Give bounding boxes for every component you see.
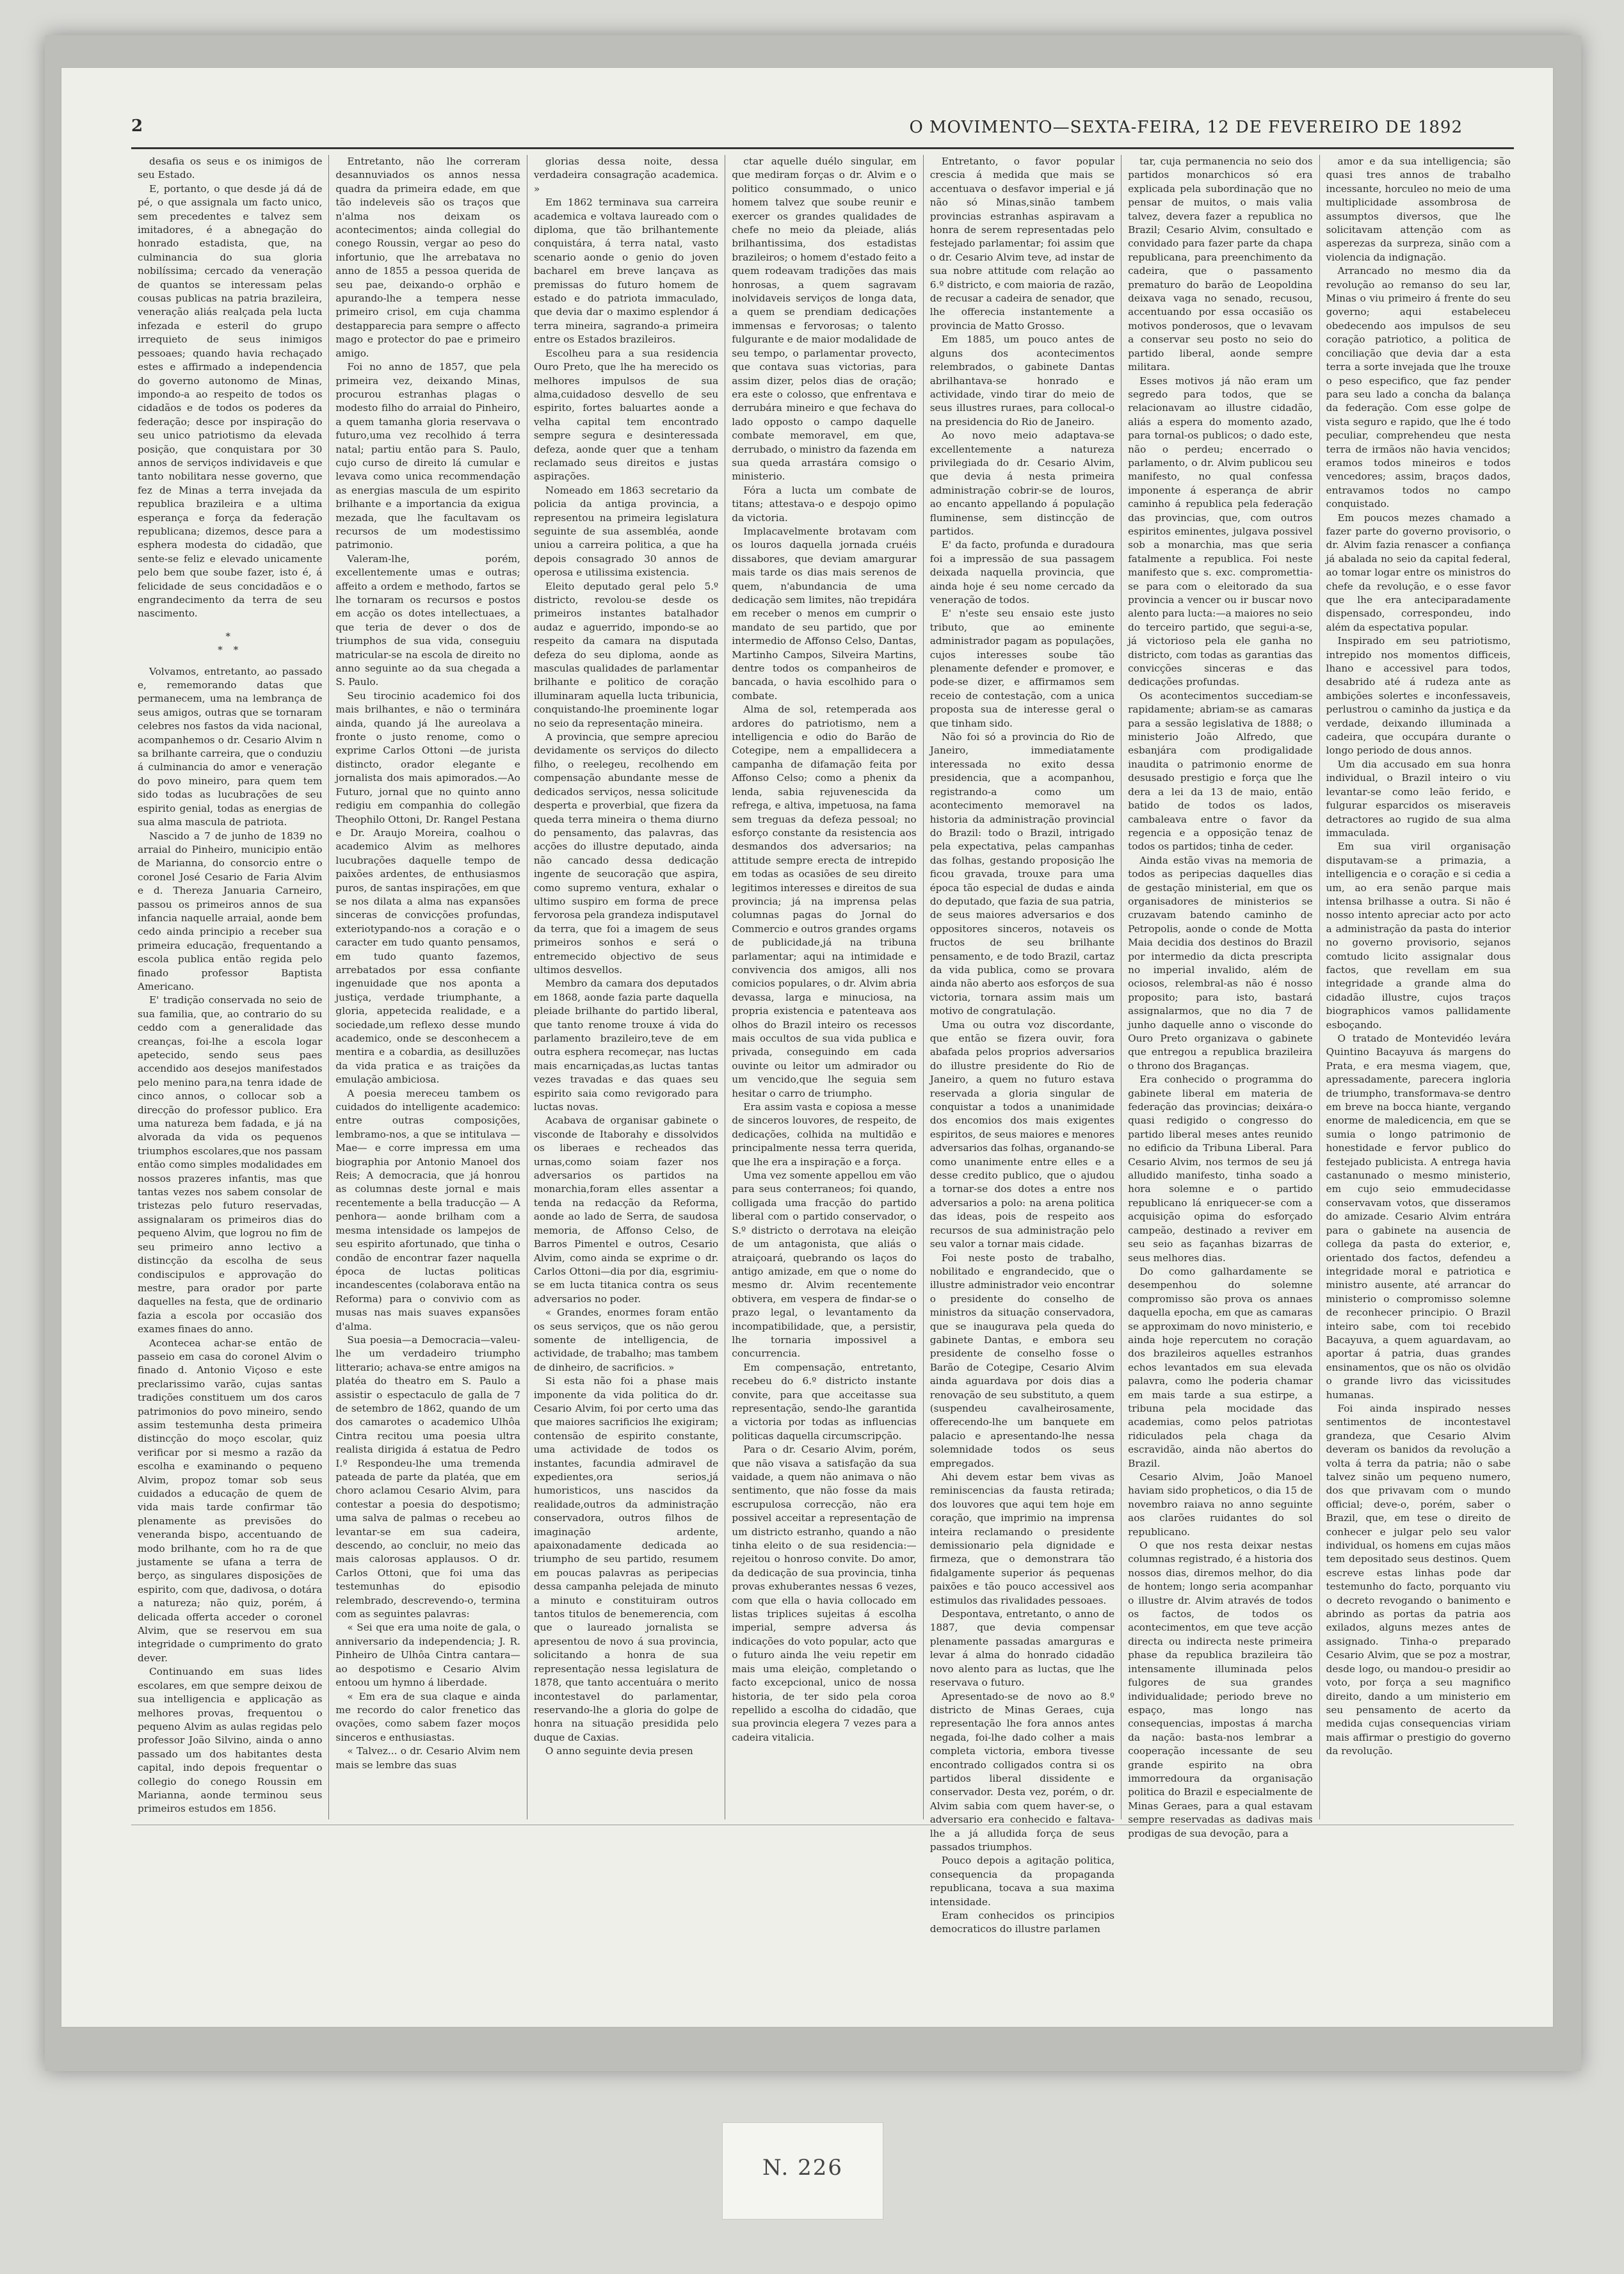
paragraph: Esses motivos já não eram um segredo para todos, que se relacionavam ao illustre cidadão, aliás a espera do momento azado, para tornal-os publicos; o dado este, não o perdeu; encerrado o parlamento, o dr. Alvim publicou seu manifesto, no qual confessa imponente á esperança de abrir caminho á republica pela federação das provincias, que, com outros espiritos eminentes, julgava possivel sob a monarchia, mas que seria fatalmente a republica. Foi neste manifesto que s. exc. compromettia-se para com o eleitorado da sua provincia a vencer ou ir buscar novo alento para lucta:—a maiores no seio do terceiro partido, que segui-a-se, já victorioso pela ele ganha no districto, com todas as garantias das convicções sinceras e das dedicações profundas.	[1128, 375, 1313, 688]
paragraph: Escolheu para a sua residencia Ouro Preto, que lhe ha merecido os melhores impulsos de sua alma,cuidadoso desvello de seu espirito, fortes baluartes aonde a velha capital tem encontrado sempre segura e desinteressada defeza, aonde quer que a tenham reclamado seus direitos e justas aspirações.	[533, 347, 719, 483]
paragraph: Em poucos mezes chamado a fazer parte do governo provisorio, o dr. Alvim fazia renascer a confiança já abalada no seio da capital federal, ao tomar logar entre os ministros do chefe da revolução, e o esse favor que lhe era anteciparadamente dispensado, correspondeu, indo além da espectativa popular.	[1326, 512, 1511, 633]
paragraph: A provincia, que sempre apreciou devidamente os serviços do dilecto filho, o reelegeu, recolhendo em compensação abundante messe de dedicados serviços, nessa solicitude desperta e proverbial, que fizera da queda terra mineira o thema diurno do pensamento, das palavras, das acções do illustre deputado, ainda não cancado dessa dedicação ingente de seucoração que aspira, como supremo ventura, exhalar o ultimo suspiro em forma de prece fervorosa pela grandeza indisputavel da terra, que foi a imagem de seus primeiros sonhos e será o entremecido objectivo de seus ultimos desvellos.	[533, 731, 719, 976]
column-1	[131, 155, 328, 1819]
column-6	[1121, 155, 1319, 1839]
paragraph: E' da facto, profunda e duradoura foi a impressão de sua passagem deixada naquella provincia, que ainda hoje é seu nome cercado da veneração de todos.	[929, 539, 1115, 606]
paragraph: Fóra a lucta um combate de titans; attestava-o e despojo opimo da victoria.	[732, 484, 917, 524]
paragraph: O tratado de Montevidéo levára Quintino Bacayuva ás margens do Prata, e era mesma viagem, que, apressadamente, parecera ingloria de triumpho, transformava-se dentro em breve na bocca hiante, vergando enorme de maledicencia, em que se sumia o longo patrimonio de honestidade e fervor publico do festejado publicista. A entrega havia castanunado o mesmo ministerio, em cujo seio emmudecidasse conservavam votos, que disseramos do amizade. Cesario Alvim entrára para o gabinete na ausencia de collega da pasta do exterior, e, orientado dos factos, defendeu a integridade moral e patriotica e ministro ausente, até arrancar do ministerio o compromisso solemne de reconhecer principio. O Brazil inteiro sabe, com toi recebido Bacayuva, a quem aguardavam, ao aportar á patria, duas grandes ensinamentos, que os não os olvidão o grande livro das vicissitudes humanas.	[1326, 1033, 1511, 1401]
paragraph: Volvamos, entretanto, ao passado e, rememorando datas que permanecem, uma na lembrança de seus amigos, outras que se tornaram celebres nos fastos da vida nacional, acompanhemos o dr. Cesario Alvim n sa brilhante carreira, que o conduziu á culminancia do amor e veneração do povo mineiro, para quem tem sido todas as lucubrações de seu espirito genial, todas as energias de sua alma mascula de patriota.	[138, 665, 323, 828]
paragraph: A poesia mereceu tambem os cuidados do intelligente academico: entre outras composições, lembramo-nos, a que se intitulava —Mae— e corre impressa em uma biographia por Antonio Manoel dos Reis; A democracia, que já honrou as columnas deste jornal e mais recentemente a bella traducção — A penhora— aonde brilham com a mesma intensidade os lampejos de seu espirito afortunado, que tinha o condão de encontrar fazer naquella época de luctas politicas incandescentes (colaborava então na Reforma) para o convivio com as musas nas mais suaves expansões d'alma.	[335, 1087, 520, 1332]
archive-label-number: N. 226	[762, 2155, 844, 2181]
paragraph: tar, cuja permanencia no seio dos partidos monarchicos só era explicada pela subordinação que no pensar de muitos, o mais valia talvez, devera fazer a republica no Brazil; Cesario Alvim, consultado e convidado para fazer parte da chapa republicana, para preenchimento da cadeira, que o passamento prematuro do barão de Leopoldina deixava vaga no senado, recusou, accentuando por essa occasião os motivos ponderosos, que o levavam a conservar seu posto no seio do partido liberal, aonde sempre militara.	[1128, 156, 1313, 373]
column-7	[1319, 155, 1517, 1819]
paragraph: E' tradição conservada no seio de sua familia, que, ao contrario do su ceddo com a generalidade das creanças, foi-lhe a escola logar apetecido, sendo seus paes accendido aos desejos manifestados pelo menino para,na tenra idade de cinco annos, o collocar sob a direcção do professor publico. Era uma natureza bem fadada, e já na alvorada da vida os pequenos triumphos escolares,que nos passam então como simples modalidades em nossos prazeres infantis, mas que tantas vezes nos sabem consolar de tristezas pelo futuro reservadas, assignalaram os primeiros dias do pequeno Alvim, que logrou no fim de seu primeiro anno lectivo a distincção da escolha de seus condiscipulos e approvação do mestre, para orador por parte daquelles na festa, que de ordinario fazia a escola por occasião dos exames finaes do anno.	[138, 994, 323, 1335]
paragraph: Entretanto, não lhe correram desannuviados os annos nessa quadra da primeira edade, em que tão indeleveis são os traços que n'alma nos deixam os acontecimentos; ainda collegial do conego Roussin, vergar ao peso do infortunio, que lhe arrebatava no anno de 1855 a pessoa querida de seu pae, deixando-o orphão e apurando-lhe a tempera nesse primeiro crisol, em cuja chamma destapparecia para sempre o affecto mago e protector do pae e primeiro amigo.	[335, 156, 520, 359]
paragraph: Uma vez somente appellou em vão para seus conterraneos; foi quando, colligada uma fracção do partido liberal com o partido conservador, o S.º districto o derrotava na eleição de um antagonista, que aliás o atraiçoará, quebrando os laços do antigo amizade, em que o nome do mesmo dr. Alvim recentemente obtivera, em vespera de findar-se o prazo legal, o levantamento da incompatibilidade, que, a persistir, lhe tornaria impossivel a concurrencia.	[732, 1170, 917, 1360]
paragraph: Eram conhecidos os principios democraticos do illustre parlamen	[929, 1910, 1115, 1935]
paragraph: Um dia accusado em sua honra individual, o Brazil inteiro o viu levantar-se como leão ferido, e fulgurar esparcidos os miseraveis detractores ao rugido de sua alma immaculada.	[1326, 758, 1511, 839]
paragraph: Entretanto, o favor popular crescia á medida que mais se accentuava o desfavor imperial e já não só Minas,sinão tambem provincias estranhas aspiravam a honra de serem representadas pelo festejado parlamentar; foi assim que o dr. Cesario Alvim teve, ad instar de sua nobre attitude com relação ao 6.º districto, e com maioria de razão, de recusar a cadeira de senador, que lhe offerecia instantemente a provincia de Matto Grosso.	[929, 156, 1115, 332]
paragraph: amor e da sua intelligencia; são quasi tres annos de trabalho incessante, horculeo no meio de uma multiplicidade assombrosa de assumptos diversos, que lhe solicitavam attenção com as asperezas da surpreza, sinão com a violencia da indignação.	[1326, 156, 1511, 263]
paragraph: Eleito deputado geral pelo 5.º districto, revolou-se desde os primeiros instantes batalhador audaz e aguerrido, impondo-se ao respeito da camara na disputada defeza do seu diploma, aonde as masculas qualidades de parlamentar brilhante e politico de coração illuminaram aquella lucta tribunicia, conquistando-lhe proeminente logar no seio da representação mineira.	[533, 580, 719, 729]
paragraph: Implacavelmente brotavam com os louros daquella jornada cruéis dissabores, que deviam amargurar mais tarde os dias mais serenos de quem, n'abundancia de uma dedicação sem limites, não trepidára em receber o menos em cumprir o mandato de seu partido, que por intermedio de Affonso Celso, Dantas, Martinho Campos, Silveira Martins, dentre todos os companheiros de bancada, o havia escolhido para o combate.	[732, 525, 917, 702]
paragraph: Ahi devem estar bem vivas as reminiscencias da fausta retirada; dos louvores que aqui tem hoje em coração, que imprimio na imprensa inteira reclamando o presidente demissionario pela dignidade e firmeza, que o demonstrara tão fidalgamente superior ás pequenas paixões e tão pouco accessivel aos estimulos das rivalidades pessoaes.	[929, 1471, 1115, 1606]
paragraph: Seu tirocinio academico foi dos mais brilhantes, e não o terminára ainda, quando já lhe aureolava a fronte o justo renome, como o exprime Carlos Ottoni —de jurista distincto, orador elegante e jornalista dos mais apimorados.—Ao Futuro, jornal que no quinto anno redigiu em companhia do collegão Theophilo Ottoni, Dr. Rangel Pestana e Dr. Araujo Moreira, coalhou o academico Alvim as melhores lucubrações daquelle tempo de paixões ardentes, de enthusiasmos puros, de santas inspirações, em que se nos dilata a alma nas expansões sinceras de convicções profundas, exteriotypando-nos a coração e o caracter em tudo quanto pensamos, em tudo quanto fazemos, arrebatados por essa confiante ingenuidade que nos aponta a justiça, verdade triumphante, a gloria, appetecida realidade, e a sociedade,um reflexo desse mundo academico, onde se desconhecem a mentira e a cobardia, as desilluzões da vida pratica e as traições da emulação ambiciosa.	[335, 689, 520, 1086]
paragraph: ctar aquelle duélo singular, em que mediram forças o dr. Alvim e o politico consummado, o unico homem talvez que soube reunir e exercer os grandes qualidades de chefe no meio da pleiade, aliás brilhantissima, dos estadistas brazileiros; o homem d'estado feito a quem rodeavam tradições das mais honrosas, a quem sagravam inolvidaveis serviços de longa data, a quem se prendiam dedicações immensas e fervorosas; o talento fulgurante e de maior modalidade de seu tempo, o parlamentar provecto, que contava suas victorias, para assim dizer, pelos dias de oração; era este o colosso, que enfrentava e derrubára mineiro e que fechava do lado opposto o campo daquelle combate memoravel, em que, derrubado, o ministro da fazenda em sua queda arrastára comsigo o ministerio.	[732, 156, 917, 483]
paragraph: Para o dr. Cesario Alvim, porém, que não visava a satisfação da sua vaidade, a quem não animava o não sentimento, que não fosse da mais escrupulosa correcção, não era possivel acceitar a representação de um districto estranho, quando a não tinha eleito o de sua residencia:—rejeitou o honroso convite. Do amor, da dedicação de sua provincia, tinha provas exhuberantes nessas 6 vezes, com que ella o havia collocado em listas triplices sujeitas á escolha imperial, sempre adversa ás indicações do voto popular, acto que o futuro ainda lhe veiu repetir em mais uma eleição, completando o facto excepcional, unico de nossa historia, de ter sido pela coroa repellido a escolha do cidadão, que sua provincia elegera 7 vezes para a cadeira vitalicia.	[732, 1444, 917, 1743]
column-3	[527, 155, 725, 1819]
paragraph: Nascido a 7 de junho de 1839 no arraial do Pinheiro, municipio então de Marianna, do consorcio entre o coronel José Cesario de Faria Alvim e d. Thereza Januaria Carneiro, passou os primeiros annos de sua infancia naquelle arraial, aonde bem cedo ainda principio a receber sua primeira educação, frequentando a escola publica então regida pelo finado professor Baptista Americano.	[138, 830, 323, 992]
paragraph: E, portanto, o que desde já dá de pé, o que assignala um facto unico, sem precedentes e talvez sem imitadores, é a abnegação do honrado estadista, que, na culminancia do sua gloria nobilíssima; cercado da veneração de quantos se interessam pelas cousas publicas na patria brazileira, veneração aliás realçada pela lucta infezada e esteril do grupo irrequieto de seus inimigos pessoaes; quando havia rechaçado estes e affirmado a independencia do governo autonomo de Minas, impondo-a ao respeito de todos os cidadãos e de todos os poderes da federação; desce por inspiração do seu unico patriotismo da elevada posição, que conquistara por 30 annos de serviços individaveis e que tanto nobilitara nesse governo, que fez de Minas a terra invejada da republica brazileira e a ultima esperança e força da federação republicana; dizemos, desce para a esphera modesta do cidadão, que sente-se feliz e elevado unicamente pelo bem que soube fazer, isto é, á felicidade de seus concidadãos e o engrandecimento da terra de seu nascimento.	[138, 182, 323, 620]
paragraph: Acabava de organisar gabinete o visconde de Itaborahy e dissolvidos os liberaes e recheados das urnas,como soiam fazer nos adversarios os partidos na monarchia,foram elles assentar a tenda na redacção da Reforma, aonde ao lado de Serra, de saudosa memoria, de Affonso Celso, de Barros Pimentel e outros, Cesario Alvim, como ainda se exprime o dr. Carlos Ottoni—dia por dia, esgrimiu-se em lucta titanica contra os seus adversarios no poder.	[533, 1115, 719, 1305]
masthead: O MOVIMENTO—SEXTA-FEIRA, 12 DE FEVEREIRO DE 1892	[909, 118, 1463, 137]
paragraph: Despontava, entretanto, o anno de 1887, que devia compensar plenamente passadas amarguras e levar á alma do honrado cidadão novo alento para as luctas, que lhe reservava o futuro.	[929, 1608, 1115, 1689]
paragraph: Ainda estão vivas na memoria de todos as peripecias daquelles dias de gestação ministerial, em que os organisadores de ministerios se cruzavam batendo caminho de Petropolis, aonde o conde de Motta Maia decidia dos destinos do Brazil por intermedio da dicta prescripta no imperial invalido, além de ociosos, relembral-as não é nosso proposito; para isto, bastará assignalarmos, que no dia 7 de junho daquelle anno o visconde do Ouro Preto organizava o gabinete que entregou a republica brazileira o throno dos Braganças.	[1128, 854, 1313, 1072]
paragraph: O que nos resta deixar nestas columnas registrado, é a historia dos nossos dias, diremos melhor, do dia de hontem; longo seria acompanhar o illustre dr. Alvim através de todos os factos, de todos os acontecimentos, em que teve acção directa ou indirecta neste primeira phase da republica brazileira tão intensamente illuminada pelos fulgores de sua grandes individualidade; periodo breve no espaço, mas longo nas consequencias, impostas á marcha da nação: basta-nos lembrar a cooperação incessante de seu grande espirito na obra immorredoura da organisação politica do Brazil e especialmente de Minas Geraes, para a qual estavam sempre reservadas as dadivas mais prodigas de sua devoção, para a	[1128, 1540, 1313, 1839]
archive-label	[722, 2122, 883, 2220]
paragraph: « Grandes, enormes foram então os seus serviços, que os não gerou somente de intelligencia, de actividade, de trabalho; mas tambem de dinheiro, de sacrificios. »	[533, 1307, 719, 1373]
column-4	[725, 155, 922, 1819]
paragraph: Em compensação, entretanto, recebeu do 6.º districto instante convite, para que acceitasse sua representação, sendo-lhe garantida a victoria por todas as influencias politicas daquella circumscripção.	[732, 1361, 917, 1442]
column-5	[923, 155, 1121, 1935]
paragraph: Continuando em suas lides escolares, em que sempre deixou de sua intelligencia e applicação as melhores provas, frequentou o pequeno Alvim as aulas regidas pelo professor João Silvino, ainda o anno passado um dos habitantes desta capital, indo depois frequentar o collegio do conego Roussin em Marianna, aonde terminou seus primeiros estudos em 1856.	[138, 1666, 323, 1815]
paragraph: Era conhecido o programma do gabinete liberal em materia de federação das provincias; deixára-o quasi redigido o congresso do partido liberal meses antes reunido no edificio da Tribuna Liberal. Para Cesario Alvim, nos termos de seu já alludido manifesto, tinha soado a hora solemne e o partido republicano lá enriquecer-se com a acquisição opima do esforçado campeão, destinado a reviver em seu seio as façanhas bizarras de seus melhores dias.	[1128, 1074, 1313, 1264]
paragraph: E' n'este seu ensaio este justo tributo, que ao eminente administrador pagam as populações, cujos interesses soube tão plenamente defender e promover, e pode-se dizer, e affirmamos sem receio de contestação, com a unica proposta sua de interesse geral o que tinham sido.	[929, 608, 1115, 729]
paragraph: Foi neste posto de trabalho, nobilitado e engrandecido, que o illustre administrador veio encontrar o presidente do conselho de ministros da situação conservadora, que se inaugurava pela queda do gabinete Dantas, e embora seu presidente de conselho fosse o Barão de Cotegipe, Cesario Alvim ainda aguardava por dois dias a renovação de seu substituto, a quem (suspendeu cavalheirosamente, offerecendo-lhe um banquete em palacio e apresentando-lhe nessa solemnidade todos os seus empregados.	[929, 1252, 1115, 1469]
article-columns	[131, 155, 1517, 1935]
paragraph: glorias dessa noite, dessa verdadeira consagração academica. »	[533, 156, 719, 195]
paragraph: O anno seguinte devia presen	[545, 1745, 693, 1757]
paragraph: Em sua viril organisação disputavam-se a primazia, a intelligencia e o coração e si cedia a um, ao era senão parque mais intensa brilhasse a outra. Si não é nosso intento apreciar acto por acto a administração da pasta do interior no governo provisorio, sejanos comtudo licito assignalar dous factos, que revellam em sua integridade a grande alma do cidadão illustre, cujos traços biographicos vamos pallidamente esboçando.	[1326, 841, 1511, 1031]
paragraph: Arrancado no mesmo dia da revolução ao remanso do seu lar, Minas o viu primeiro á frente do seu governo; aqui estabeleceu obedecendo aos impulsos de seu coração patriotico, a politica de conciliação que devia dar a esta terra a sorte invejada que lhe trouxe o peso especifico, que faz pender para seu lado a concha da balança da federação. Com esse golpe de vista seguro e rapido, que lhe é todo peculiar, comprehendeu que nesta terra de irmãos não havia vencidos; eramos todos mineiros e todos vencedores; assim, braços dados, entravamos todos no campo conquistado.	[1326, 265, 1511, 510]
paragraph: « Em era de sua claque e ainda me recordo do calor frenetico das ovações, como sabem fazer moços sinceros e enthusiastas.	[335, 1690, 520, 1743]
paragraph: Valeram-lhe, porém, excellentemente umas e outras; affeito a ordem e methodo, fartos se lhe tornaram os recursos e postos em acção os dotes intellectuaes, a que teria de dever o dos de triumphos de sua vida, conseguiu matricular-se na escola de direito no anno seguinte ao da sua chegada a S. Paulo.	[335, 552, 520, 688]
paragraph: Membro da camara dos deputados em 1868, aonde fazia parte daquella pleiade brilhante do partido liberal, que tanto renome trouxe á vida do parlamento brazileiro,teve de em outra esphera recomeçar, nas luctas mais encarniçadas,as luctas tantas vezes travadas e das quaes seu espirito saia como revigorado para luctas novas.	[533, 978, 719, 1113]
separator-stars: * * *	[218, 630, 243, 656]
paragraph: Apresentado-se de novo ao 8.º districto de Minas Geraes, cuja representação lhe fora annos antes negada, foi-lhe dado colher a mais completa victoria, embora tivesse encontrado colligados contra si os partidos liberal dissidente e conservador. Desta vez, porém, o dr. Alvim sabia com quem haver-se, o adversario era conhecido e faltava-lhe a já alludida força de seus passados triumphos.	[929, 1690, 1115, 1853]
paragraph: Foi ainda inspirado nesses sentimentos de incontestavel grandeza, que Cesario Alvim deveram os banidos da revolução a volta á terra da patria; não o sabe talvez sinão um pequeno numero, dos que privavam com o mundo official; deve-o, porém, saber o Brazil, que, em tese o direito de conhecer e julgar pelo seu valor individual, os homens em cujas mãos tem depositado seus destinos. Quem escreve estas linhas pode dar testemunho do facto, porquanto viu o decreto revogando o banimento e abrindo as portas da patria aos exilados, alguns mezes antes de assignado. Tinha-o preparado Cesario Alvim, que se poz a mostrar, desde logo, ou mandou-o presidir ao voto, por força a seu magnifico direito, dando a um ministerio em seu pensamento de acerto da medida cujas consequencias viriam mais affirmar o prestigio do governo da revolução.	[1326, 1402, 1511, 1757]
paragraph: Nomeado em 1863 secretario da policia da antiga provincia, a representou na primeira legislatura seguinte de sua assembléa, aonde uniou a carreira politica, a que ha depois consagrado 30 annos de operosa e utilissima existencia.	[533, 484, 719, 579]
paragraph: Cesario Alvim, João Manoel haviam sido propheticos, o dia 15 de novembro raiava no anno seguinte aos clarões ruidantes do sol republicano.	[1128, 1471, 1313, 1538]
paragraph: Em 1862 terminava sua carreira academica e voltava laureado com o diploma, que tão brilhantemente conquistára, á terra natal, vasto scenario aonde o genio do joven bacharel em breve lançava as premissas do futuro homem de estado e do patriota immaculado, que devia dar o maximo esplendor á terra mineira, sagrando-a primeira entre os Estados brazileiros.	[533, 197, 719, 346]
paragraph: Acontecea achar-se então de passeio em casa do coronel Alvim o finado d. Antonio Viçoso e este preclarissimo varão, cujas santas tradições constituem um dos caros patrimonios do povo mineiro, sendo assim testemunha desta primeira distincção do moço escolar, quiz verificar por si mesmo a razão da escolha e examinando o pequeno Alvim, propoz tomar sob seus cuidados a educação de quem de vida mais tarde confirmar tão plenamente as previsões do veneranda bispo, accentuando de modo brilhante, com ho ra de que justamente se ufana a terra de berço, as singulares disposições de espirito, com que, dadivosa, o dotára a natureza; não quiz, porém, á delicada offerta acceder o coronel Alvim, que se reservou em sua integridade o cumprimento do grato dever.	[138, 1337, 323, 1664]
paragraph: Inspirado em seu patriotismo, intrepido nos momentos difficeis, lhano e accessivel para todos, desabrido até á rudeza ante as ambições solertes e inconfessaveis, perlustrou o caminho da justiça e da verdade, deixando illuminada a cadeira, que occupára durante o longo periodo de dous annos.	[1326, 635, 1511, 757]
paragraph: Pouco depois a agitação politica, consequencia da propaganda republicana, tocava a sua maxima intensidade.	[929, 1855, 1115, 1908]
page-number: 2	[131, 117, 143, 136]
paragraph: Não foi só a provincia do Rio de Janeiro, immediatamente interessada no exito dessa presidencia, que a acompanhou, registrando-a como um acontecimento memoravel na historia da administração provincial do Brazil: todo o Brazil, intrigado pela expectativa, pelas campanhas das folhas, gestando proposição lhe ficou gravada, trouxe para uma época tão especial de dudas e ainda do deputado, que fazia de sua patria, de seus maiores adversarios e dos oppositores sinceros, notaveis os fructos de seu brilhante pensamento, e de todo Brazil, cartaz da vida publica, como se provara ainda não aberto aos esforços de sua victoria, tornara assim mais um motivo de congratulação.	[929, 731, 1115, 1017]
paragraph: « Sei que era uma noite de gala, o anniversario da independencia; J. R. Pinheiro de Ulhôa Cintra cantara— ao despotismo e Cesario Alvim entoou um hymno á liberdade.	[335, 1622, 520, 1689]
paragraph: Os acontecimentos succediam-se rapidamente; abriam-se as camaras para a sessão legislativa de 1888; o ministerio João Alfredo, que esbanjára com prodigalidade inaudita o patrimonio enorme de desusado prestigio e força que lhe dera a lei da 13 de maio, então batido de todos os lados, cambaleava entre o favor da regencia e a opposição tenaz de todos os partidos; tinha de ceder.	[1128, 689, 1313, 853]
paragraph: Foi no anno de 1857, que pela primeira vez, deixando Minas, procurou estranhas plagas o modesto filho do arraial do Pinheiro, a quem tamanha gloria reservava o futuro,uma vez recolhido á terra natal; partiu então para S. Paulo, cujo curso de direito lá cumular e levava como unica recommendação as energias mascula de um espirito brilhante e a importancia da exigua mezada, que lhe facultavam os recursos de um modestissimo patrimonio.	[335, 361, 520, 551]
paragraph: Si esta não foi a phase mais imponente da vida politica do dr. Cesario Alvim, foi por certo uma das que maiores sacrificios lhe exigiram; contensão de espirito constante, uma actividade de todos os instantes, facundia admiravel de expedientes,ora serios,já humoristicos, uns nascidos da realidade,outros da administração conservadora, outros filhos de imaginação ardente, apaixonadamente dedicada ao triumpho de seu partido, resumem em poucas palavras as peripecias dessa campanha pelejada de minuto a minuto e constituiram outros tantos titulos de benemerencia, com que o laureado jornalista se apresentou de novo á sua provincia, solicitando a honra de sua representação nessa legislatura de 1878, que tanto accentuára o merito incontestavel do parlamentar, reservando-lhe a gloria do golpe de honra na situação presidida pelo duque de Caxias.	[533, 1375, 719, 1743]
column-2	[328, 155, 526, 1819]
paragraph: Ao novo meio adaptava-se excellentemente a natureza privilegiada do dr. Cesario Alvim, que devia á nesta primeira administração cobrir-se de louros, ao encanto appellando á população fluminense, sem distincção de partidos.	[929, 430, 1115, 537]
paragraph: Era assim vasta e copiosa a messe de sinceros louvores, de respeito, de dedicações, colhida na multidão e principalmente nessa terra querida, que lhe era a inspiração e a força.	[732, 1101, 917, 1168]
paragraph: « Talvez... o dr. Cesario Alvim nem mais se lembre das suas	[335, 1745, 520, 1771]
page-header	[131, 115, 1514, 149]
paragraph: Em 1885, um pouco antes de alguns dos acontecimentos relembrados, o gabinete Dantas abrilhantava-se honrado e actividade, vindo tirar do meio de seus illustres ruraes, para collocal-o na presidencia do Rio de Janeiro.	[929, 334, 1115, 428]
paragraph: Alma de sol, retemperada aos ardores do patriotismo, nem a intelligencia e odio do Barão de Cotegipe, nem a empallidecera a campanha de difamação feita por Affonso Celso; como a phenix da lenda, sabia rejuvenescida da refrega, e altiva, impetuosa, na fama sem treguas da defeza pessoal; no esforço constante da resistencia aos desmandos dos adversarios; na attitude sempre erecta de intrepido em todas as ocasiões de seu direito legitimos interesses e direitos de sua provincia; já na imprensa pelas columnas pagas do Jornal do Commercio e outros grandes orgams de publicidade,já na tribuna parlamentar; aqui na intimidade e convivencia dos amigos, alli nos comicios populares, o dr. Alvim abria devassa, larga e minuciosa, na propria existencia e patenteava aos olhos do Brazil inteiro os recessos mais occultos de sua vida publica e privada, conseguindo em cada ouvinte ou leitor um admirador ou um vencido,que lhe seguia sem hesitar o carro de triumpho.	[732, 704, 917, 1099]
paragraph: desafia os seus e os inimigos de seu Estado.	[138, 156, 323, 181]
paragraph: Sua poesia—a Democracia—valeu-lhe um verdadeiro triumpho litterario; achava-se entre amigos na platéa do theatro em S. Paulo a assistir o espectaculo de galla de 7 de setembro de 1862, quando de um dos camarotes o academico Ulhôa Cintra recitou uma poesia ultra realista dirigida á estatua de Pedro I.º Respondeu-lhe uma tremenda pateada de parte da platéa, que em choro aclamou Cesario Alvim, para contestar a poesia do despotismo; uma salva de palmas o recebeu ao levantar-se em sua cadeira, descendo, ao concluir, no meio das mais calorosas applausos. O dr. Carlos Ottoni, que foi uma das testemunhas do episodio relembrado, descrevendo-o, termina com as seguintes palavras:	[335, 1334, 520, 1620]
paragraph: Do como galhardamente se desempenhou do solemne compromisso são prova os annaes daquella epocha, em que as camaras se approximam do novo ministerio, e ainda hoje repercutem no coração dos brazileiros aquelles estranhos echos levantados em sua elevada palavra, como lhe poderia chamar em mais tarde a sua estirpe, a tribuna pela mocidade das academias, como pelos patriotas ridiculados pela chaga da escravidão, ainda não abertos do Brazil.	[1128, 1265, 1313, 1469]
paragraph: Uma ou outra voz discordante, que então se fizera ouvir, fora abafada pelos proprios adversarios do illustre presidente do Rio de Janeiro, a quem no futuro estava reservada a gloria singular de conquistar a todos a unanimidade dos encomios dos mais exigentes espiritos, de seus maiores e menores adversarios das folhas, organando-se como unanimente entre elles e a desse credito publico, que o ajudou a tornar-se dos dotes a entre nos adversarios a polo: na arena politica das ideas, pois de respeito aos recursos de sua administração pelo seu valor a tornar mais cidade.	[929, 1019, 1115, 1250]
